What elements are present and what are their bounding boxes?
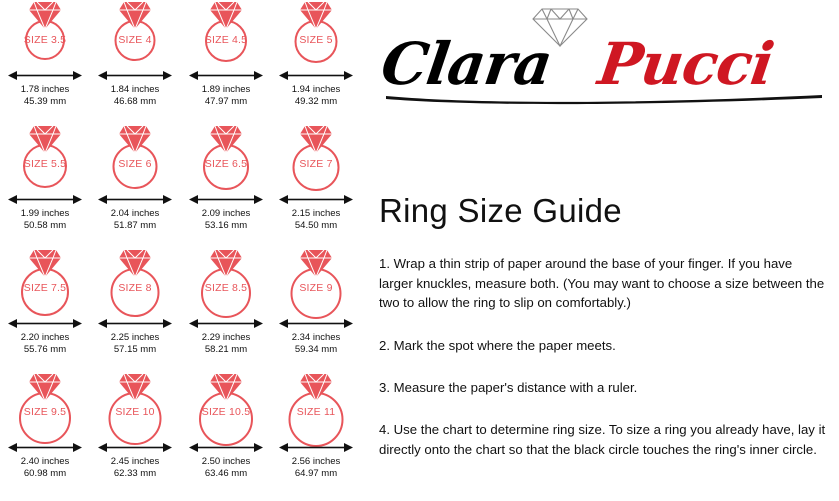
gem-icon [209,248,243,278]
ring-illustration [90,248,180,314]
diameter-arrow-icon [279,442,353,453]
ring-measurement [271,208,361,232]
ring-size-label: SIZE 5 [299,34,333,46]
measure-mm: 49.32 mm [294,96,338,107]
ring-illustration [181,248,271,314]
measure-mm: 53.16 mm [204,220,248,231]
ring-size-cell [271,248,361,373]
gem-icon [118,0,152,30]
guide-step-2: 2. Mark the spot where the paper meets. [379,338,616,353]
measure-inches: 1.99 inches [20,208,70,219]
diameter-arrow-icon [279,70,353,81]
ring-measurement [181,84,271,108]
ring-size-label: SIZE 7.5 [23,282,67,294]
ring-illustration [0,0,90,66]
ring-illustration [181,372,271,438]
gem-icon [299,248,333,278]
ring-size-label: SIZE 10.5 [201,406,251,418]
guide-step-1: 1. Wrap a thin strip of paper around the base of your finger. If you have larger knuckles, measure both. (You may want to choose a size between the two to allow the ring to slip on comfortably.) [379,256,825,310]
ring-size-cell [90,0,180,125]
diameter-arrow-icon [98,318,172,329]
ring-size-cell [271,124,361,249]
ring-size-cell [90,248,180,373]
page-title: Ring Size Guide [379,192,622,229]
ring-illustration [271,372,361,438]
ring-illustration [271,248,361,314]
ring-illustration [271,124,361,190]
measure-mm: 54.50 mm [294,220,338,231]
ring-illustration [181,0,271,66]
measure-inches: 2.20 inches [20,332,70,343]
ring-size-cell [0,0,90,125]
gem-icon [28,124,62,154]
diameter-arrow-icon [189,318,263,329]
gem-icon [299,0,333,30]
measure-mm: 58.21 mm [204,344,248,355]
measure-mm: 45.39 mm [23,96,67,107]
logo-underline [384,92,824,104]
measure-mm: 63.46 mm [204,468,248,479]
ring-size-label: SIZE 6.5 [204,158,248,170]
gem-icon [209,124,243,154]
ring-size-label: SIZE 10 [115,406,155,418]
ring-measurement [181,332,271,356]
ring-size-label: SIZE 8.5 [204,282,248,294]
ring-size-cell [271,0,361,125]
ring-size-label: SIZE 4 [118,34,152,46]
diameter-arrow-icon [8,318,82,329]
diameter-arrow-icon [279,318,353,329]
measure-mm: 62.33 mm [113,468,157,479]
measure-inches: 2.45 inches [110,456,160,467]
gem-icon [209,0,243,30]
measure-inches: 2.25 inches [110,332,160,343]
measure-inches: 2.04 inches [110,208,160,219]
diameter-arrow-icon [189,194,263,205]
ring-illustration [0,372,90,438]
ring-measurement [90,208,180,232]
diameter-arrow-icon [8,442,82,453]
measure-inches: 1.94 inches [291,84,341,95]
gem-icon [28,0,62,30]
guide-step-3: 3. Measure the paper's distance with a ruler. [379,380,638,395]
diameter-arrow-icon [98,70,172,81]
ring-size-label: SIZE 7 [299,158,333,170]
ring-size-cell [0,124,90,249]
ring-illustration [181,124,271,190]
measure-mm: 46.68 mm [113,96,157,107]
ring-size-label: SIZE 4.5 [204,34,248,46]
gem-icon [28,248,62,278]
ring-measurement [271,456,361,480]
ring-size-cell [90,372,180,497]
diameter-arrow-icon [189,70,263,81]
measure-inches: 2.29 inches [201,332,251,343]
ring-illustration [90,124,180,190]
measure-mm: 64.97 mm [294,468,338,479]
measure-mm: 47.97 mm [204,96,248,107]
guide-step-4: 4. Use the chart to determine ring size. To size a ring you already have, lay it directly onto the chart so that the black circle touches the ring's inner circle. [379,422,826,457]
gem-icon [299,124,333,154]
ring-size-cell [271,372,361,497]
ring-illustration [90,0,180,66]
ring-size-chart [0,0,362,501]
ring-size-label: SIZE 5.5 [23,158,67,170]
ring-illustration [0,248,90,314]
measure-inches: 2.56 inches [291,456,341,467]
ring-measurement [0,332,90,356]
guide-panel [362,0,839,501]
ring-size-label: SIZE 11 [296,406,336,418]
measure-inches: 1.78 inches [20,84,70,95]
measure-mm: 57.15 mm [113,344,157,355]
measure-inches: 1.89 inches [201,84,251,95]
ring-size-cell [181,248,271,373]
ring-size-cell [90,124,180,249]
logo-text-pucci: Pucci [594,30,778,98]
ring-size-label: SIZE 8 [118,282,152,294]
gem-icon [299,372,333,402]
ring-size-cell [0,372,90,497]
measure-inches: 2.40 inches [20,456,70,467]
measure-mm: 55.76 mm [23,344,67,355]
diameter-arrow-icon [8,70,82,81]
ring-size-cell [181,124,271,249]
measure-inches: 2.15 inches [291,208,341,219]
measure-mm: 60.98 mm [23,468,67,479]
measure-inches: 2.09 inches [201,208,251,219]
ring-illustration [90,372,180,438]
ring-measurement [90,84,180,108]
diameter-arrow-icon [279,194,353,205]
measure-inches: 2.34 inches [291,332,341,343]
ring-illustration [271,0,361,66]
gem-icon [28,372,62,402]
brand-logo [372,4,832,104]
ring-measurement [90,456,180,480]
measure-inches: 1.84 inches [110,84,160,95]
ring-measurement [0,208,90,232]
logo-text-clara: Clara [377,30,556,98]
ring-size-cell [0,248,90,373]
diameter-arrow-icon [98,194,172,205]
ring-measurement [271,332,361,356]
ring-measurement [181,456,271,480]
diameter-arrow-icon [189,442,263,453]
gem-icon [209,372,243,402]
ring-measurement [0,84,90,108]
measure-mm: 59.34 mm [294,344,338,355]
ring-size-cell [181,372,271,497]
gem-icon [118,372,152,402]
ring-size-label: SIZE 9.5 [23,406,67,418]
ring-size-cell [181,0,271,125]
ring-size-label: SIZE 3.5 [23,34,67,46]
diameter-arrow-icon [98,442,172,453]
ring-measurement [271,84,361,108]
ring-illustration [0,124,90,190]
ring-measurement [90,332,180,356]
measure-mm: 51.87 mm [113,220,157,231]
ring-measurement [181,208,271,232]
ring-size-label: SIZE 9 [299,282,333,294]
gem-icon [118,124,152,154]
ring-measurement [0,456,90,480]
ring-size-label: SIZE 6 [118,158,152,170]
measure-inches: 2.50 inches [201,456,251,467]
measure-mm: 50.58 mm [23,220,67,231]
gem-icon [118,248,152,278]
diameter-arrow-icon [8,194,82,205]
